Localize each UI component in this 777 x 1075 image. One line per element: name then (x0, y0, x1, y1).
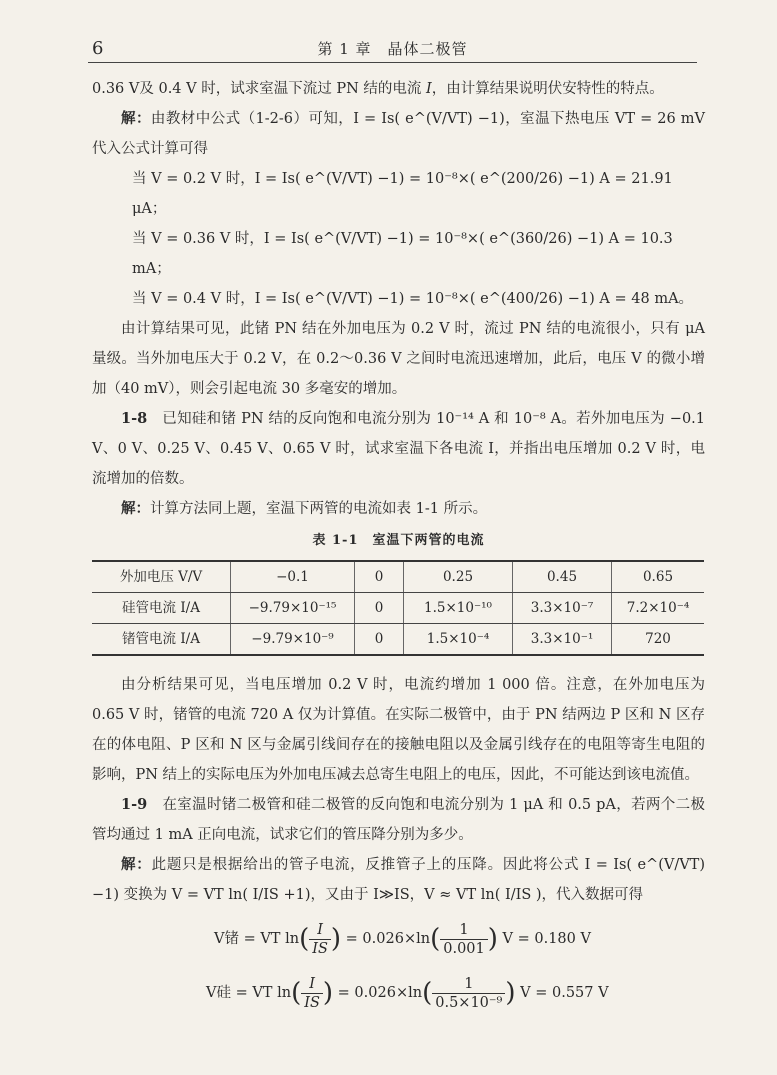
problem-1-8: 1-8 已知硅和锗 PN 结的反向饱和电流分别为 10⁻¹⁴ A 和 10⁻⁸ A。若外加电压为 −0.1 V、0 V、0.25 V、0.45 V、0.65 V 时，试求室温下各电流 I，并指出电压增加 0.2 V 时，电流增加的倍数。 (92, 410, 706, 487)
table-cell: −9.79×10⁻¹⁵ (231, 593, 355, 624)
table-cell: −9.79×10⁻⁹ (231, 624, 355, 656)
current-table (92, 560, 704, 656)
table-row (92, 624, 704, 656)
problem-1-9: 1-9 在室温时锗二极管和硅二极管的反向饱和电流分别为 1 μA 和 0.5 pA，若两个二极管均通过 1 mA 正向电流，试求它们的管压降分别为多少。 (92, 796, 706, 843)
table-cell: 外加电压 V/V (92, 561, 231, 593)
table-row (92, 593, 704, 624)
table-cell: 0.45 (513, 561, 612, 593)
table-cell: 0 (355, 624, 404, 656)
table-cell: 1.5×10⁻⁴ (404, 624, 513, 656)
table-cell: 0 (355, 593, 404, 624)
table-cell: 720 (612, 624, 705, 656)
table-cell: 锗管电流 I/A (92, 624, 231, 656)
formula-silicon: V硅 = VT ln( $\frac{I}{IS}$ ) = 0.026×ln( $\frac{1}{\text{0.5×10⁻⁹}}$ ) V = 0.557 V (206, 975, 609, 1011)
paragraph-analysis-1: 由计算结果可见，此锗 PN 结在外加电压为 0.2 V 时，流过 PN 结的电流很小，只有 μA 量级。当外加电压大于 0.2 V，在 0.2～0.36 V 之间时电流迅速增加，此后，电压 V 的微小增加（40 mV），则会引起电流 30 多毫安的增加。 (92, 321, 705, 397)
table-cell: 硅管电流 I/A (92, 593, 231, 624)
table-cell: 0.25 (404, 561, 513, 593)
table-cell: 0.65 (612, 561, 705, 593)
paragraph-analysis-2: 由分析结果可见，当电压增加 0.2 V 时，电流约增加 1 000 倍。注意，在外加电压为 0.65 V 时，锗管的电流 720 A 仅为计算值。在实际二极管中，由于 PN 结两边 P 区和 N 区存在的体电阻、P 区和 N 区与金属引线间存在的接触电阻以及金属引线存在的电阻等寄生电阻的影响，PN 结上的实际电压为外加电压减去总寄生电阻上的电压，因此，不可能达到该电流值。 (92, 677, 705, 783)
equation-line-2: 当 V = 0.36 V 时，I = Is( e^(V/VT) −1) = 10⁻⁸×( e^(360/26) −1) A = 10.3 mA； (132, 231, 673, 277)
solution-3: 解：此题只是根据给出的管子电流，反推管子上的压降。因此将公式 I = Is( e^(V/VT) −1) 变换为 V = VT ln( I/IS +1)，又由于 I≫IS，V ≈ VT ln( I/IS )，代入数据可得 (92, 856, 706, 903)
formula-germanium: V锗 = VT ln( $\frac{I}{IS}$ ) = 0.026×ln( $\frac{1}{0.001}$ ) V = 0.180 V (214, 921, 591, 957)
solution-2: 解：计算方法同上题，室温下两管的电流如表 1-1 所示。 (121, 500, 488, 517)
table-cell: 0 (355, 561, 404, 593)
table-cell: 7.2×10⁻⁴ (612, 593, 705, 624)
table-row (92, 561, 704, 593)
table-cell: 1.5×10⁻¹⁰ (404, 593, 513, 624)
table-caption: 表 1-1 室温下两管的电流 (312, 533, 485, 548)
page-number: 6 (92, 38, 104, 59)
body-text (92, 74, 705, 1022)
table-cell: 3.3×10⁻¹ (513, 624, 612, 656)
running-header (88, 34, 697, 63)
table-cell: 3.3×10⁻⁷ (513, 593, 612, 624)
paragraph-continuation: 0.36 V及 0.4 V 时，试求室温下流过 PN 结的电流 I，由计算结果说明伏安特性的特点。 (92, 81, 664, 97)
equation-line-1: 当 V = 0.2 V 时，I = Is( e^(V/VT) −1) = 10⁻⁸×( e^(200/26) −1) A = 21.91 μA； (132, 171, 673, 217)
chapter-title: 第 1 章 晶体二极管 (317, 40, 468, 58)
table-cell: −0.1 (231, 561, 355, 593)
equation-line-3: 当 V = 0.4 V 时，I = Is( e^(V/VT) −1) = 10⁻⁸×( e^(400/26) −1) A = 48 mA。 (132, 291, 694, 307)
solution-1: 解：由教材中公式（1-2-6）可知，I = Is( e^(V/VT) −1)，室温下热电压 VT = 26 mV 代入公式计算可得 (92, 110, 706, 157)
